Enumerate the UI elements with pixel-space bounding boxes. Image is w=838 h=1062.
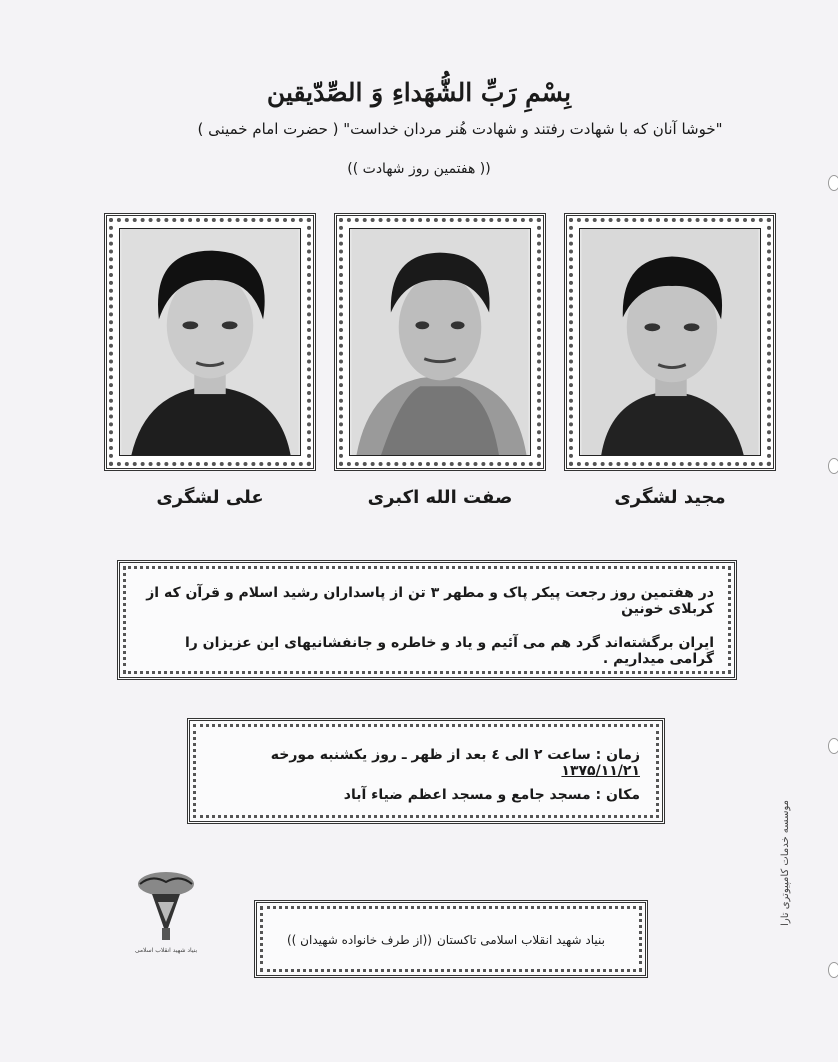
bismillah-heading: بِسْمِ رَبِّ الشُّهَداءِ وَ الصِّدّیقین: [266, 78, 572, 107]
event-time-text: زمان : ساعت ۲ الی ٤ بعد از ظهر ـ روز یکشنبه مورخه: [270, 747, 640, 763]
announcement-line-2: ایران برگشته‌اند گرد هم می آئیم و یاد و خاطره و جانفشانیهای این عزیزان را گرامی میداریم .: [184, 635, 714, 667]
portrait-icon: [350, 229, 530, 455]
portrait-icon: [580, 229, 760, 455]
announcement-line-1: در هفتمین روز رجعت پیکر پاک و مطهر ۳ تن از پاسداران رشید اسلام و قرآن که از کربلای خونین: [146, 585, 714, 617]
punch-hole: [828, 738, 838, 754]
event-place: مکان : مسجد جامع و مسجد اعظم ضیاء آباد: [343, 787, 640, 803]
punch-hole: [828, 458, 838, 474]
portrait-photo: [119, 228, 301, 456]
martyr-name-1: مجید لشگری: [614, 487, 726, 508]
event-date: ۱۳۷۵/۱۱/۲۱: [561, 763, 640, 779]
logo-emblem-icon: [126, 864, 206, 956]
martyr-foundation-logo: [126, 864, 206, 956]
printer-credit-text: موسسه خدمات کامپیوتری تارا: [780, 800, 791, 926]
sender-family: ((از طرف خانواده شهیدان )): [287, 933, 432, 947]
announcement-box: [117, 560, 737, 680]
martyr-name-3: علی لشگری: [156, 487, 264, 508]
portrait-photo: [579, 228, 761, 456]
printer-credit: [780, 800, 796, 1000]
logo-text: بنیاد شهید انقلاب اسلامی: [134, 947, 198, 954]
event-details-box: [187, 718, 665, 824]
photo-frame-martyr-2: [334, 213, 546, 471]
martyr-name-2: صفت الله اکبری: [367, 487, 513, 508]
photo-frame-martyr-1: [564, 213, 776, 471]
event-time: [212, 747, 640, 779]
photo-frame-martyr-3: [104, 213, 316, 471]
portrait-photo: [349, 228, 531, 456]
punch-hole: [828, 962, 838, 978]
punch-hole: [828, 175, 838, 191]
sender-box: [254, 900, 648, 978]
portrait-icon: [120, 229, 300, 455]
sender-organization: بنیاد شهید انقلاب اسلامی تاکستان: [436, 933, 605, 947]
seventh-day-title: (( هفتمین روز شهادت )): [347, 161, 491, 177]
khomeini-quote: "خوشا آنان که با شهادت رفتند و شهادت هُنر مردان خداست" ( حضرت امام خمینی ): [197, 120, 723, 138]
